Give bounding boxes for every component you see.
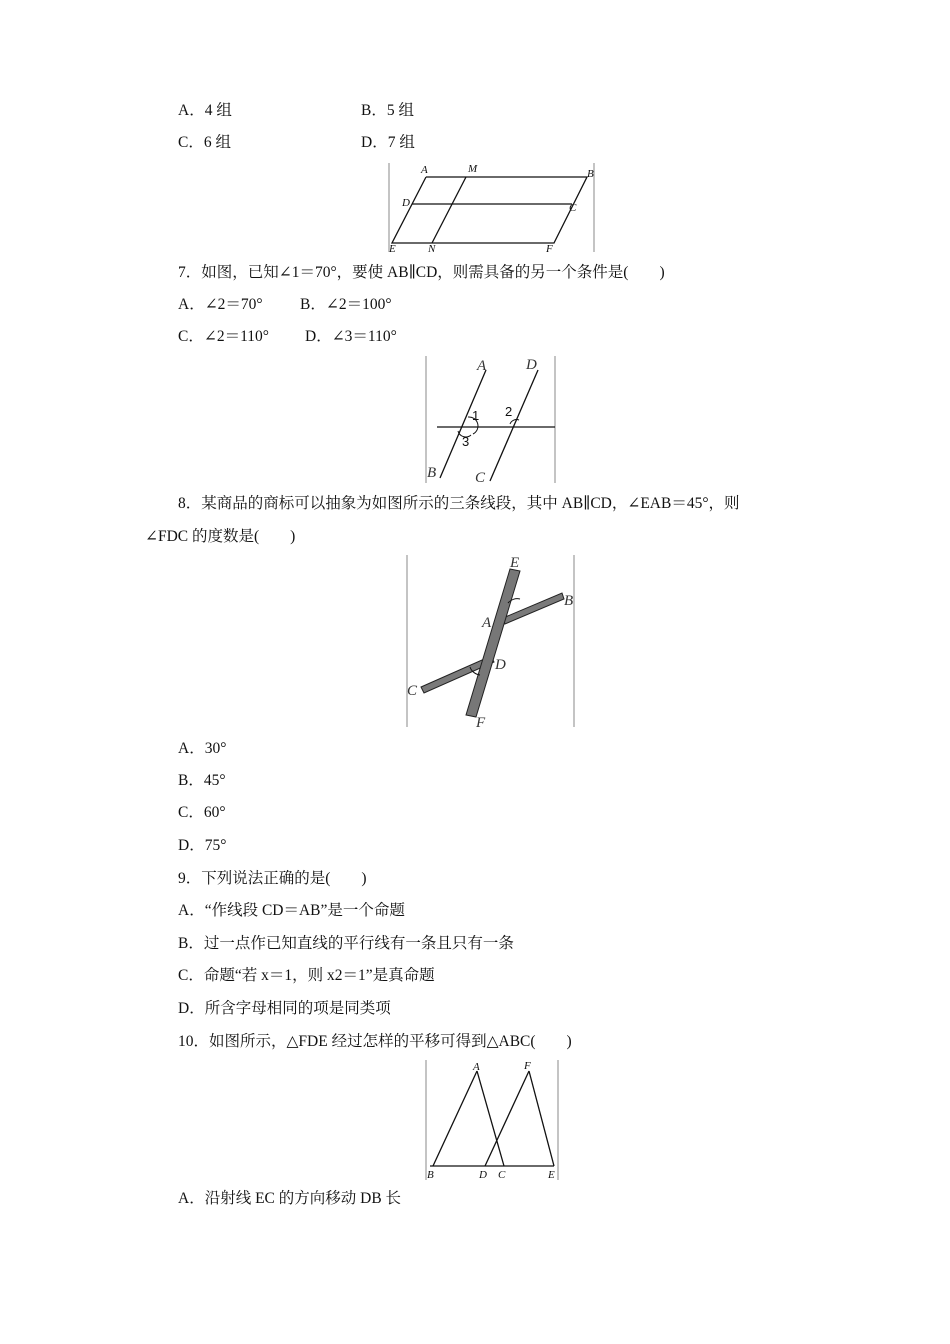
q8-label-b: B	[564, 593, 574, 609]
q9-option-d: D．所含字母相同的项是同类项	[178, 1000, 391, 1017]
q7-label-c: C	[475, 470, 486, 484]
q7-option-c: C．∠2＝110°	[178, 328, 269, 345]
q10-stem: 10．如图所示，△FDE 经过怎样的平移可得到△ABC( )	[178, 1033, 572, 1050]
q6-figure	[388, 163, 596, 253]
q7-option-d: D．∠3＝110°	[305, 328, 397, 345]
q8-label-d: D	[495, 657, 506, 673]
q6-label-d: D	[402, 197, 410, 209]
q7-label-1: 1	[472, 408, 480, 423]
q10-figure	[425, 1060, 559, 1182]
q6-option-b: B．5 组	[361, 102, 414, 119]
q8-label-f: F	[476, 715, 486, 731]
q7-option-a: A．∠2＝70°	[178, 296, 263, 313]
q6-label-b: B	[587, 168, 594, 180]
q6-option-c: C．6 组	[178, 134, 231, 151]
q8-label-e: E	[510, 555, 520, 571]
q7-option-b: B．∠2＝100°	[300, 296, 392, 313]
q8-label-a: A	[482, 615, 492, 631]
q7-label-a: A	[477, 358, 487, 374]
q9-stem: 9．下列说法正确的是( )	[178, 870, 367, 887]
q7-label-3: 3	[462, 434, 470, 449]
q6-label-n: N	[428, 243, 436, 253]
q6-label-c: C	[569, 202, 577, 214]
q9-option-a: A．“作线段 CD＝AB”是一个命题	[178, 902, 405, 919]
q7-label-b: B	[427, 465, 437, 481]
q10-label-a: A	[473, 1061, 480, 1073]
q10-label-e: E	[548, 1169, 555, 1181]
q8-option-b: B．45°	[178, 772, 226, 789]
q7-stem: 7．如图，已知∠1＝70°，要使 AB∥CD，则需具备的另一个条件是( )	[178, 264, 665, 281]
q10-label-d: D	[479, 1169, 487, 1181]
q9-option-b: B．过一点作已知直线的平行线有一条且只有一条	[178, 935, 514, 952]
q8-figure	[406, 555, 576, 731]
q8-stem-line1: 8．某商品的商标可以抽象为如图所示的三条线段，其中 AB∥CD，∠EAB＝45°，则	[178, 495, 740, 512]
q8-option-c: C．60°	[178, 804, 226, 821]
q10-label-b: B	[427, 1169, 434, 1181]
q10-label-c: C	[498, 1169, 506, 1181]
q8-option-d: D．75°	[178, 837, 227, 854]
q8-stem-line2: ∠FDC 的度数是( )	[145, 528, 296, 545]
q10-label-f: F	[524, 1060, 531, 1072]
q6-option-a: A．4 组	[178, 102, 232, 119]
q10-option-a: A．沿射线 EC 的方向移动 DB 长	[178, 1190, 402, 1207]
q7-figure	[425, 356, 557, 484]
q8-label-c: C	[407, 683, 418, 699]
q7-label-d: D	[526, 357, 537, 373]
q7-label-2: 2	[505, 404, 513, 419]
q8-option-a: A．30°	[178, 740, 227, 757]
q6-label-e: E	[389, 243, 396, 253]
q6-label-m: M	[468, 163, 478, 175]
q9-option-c: C．命题“若 x＝1，则 x2＝1”是真命题	[178, 967, 435, 984]
q6-option-d: D．7 组	[361, 134, 415, 151]
q6-label-f: F	[546, 243, 553, 253]
q6-label-a: A	[421, 164, 428, 176]
